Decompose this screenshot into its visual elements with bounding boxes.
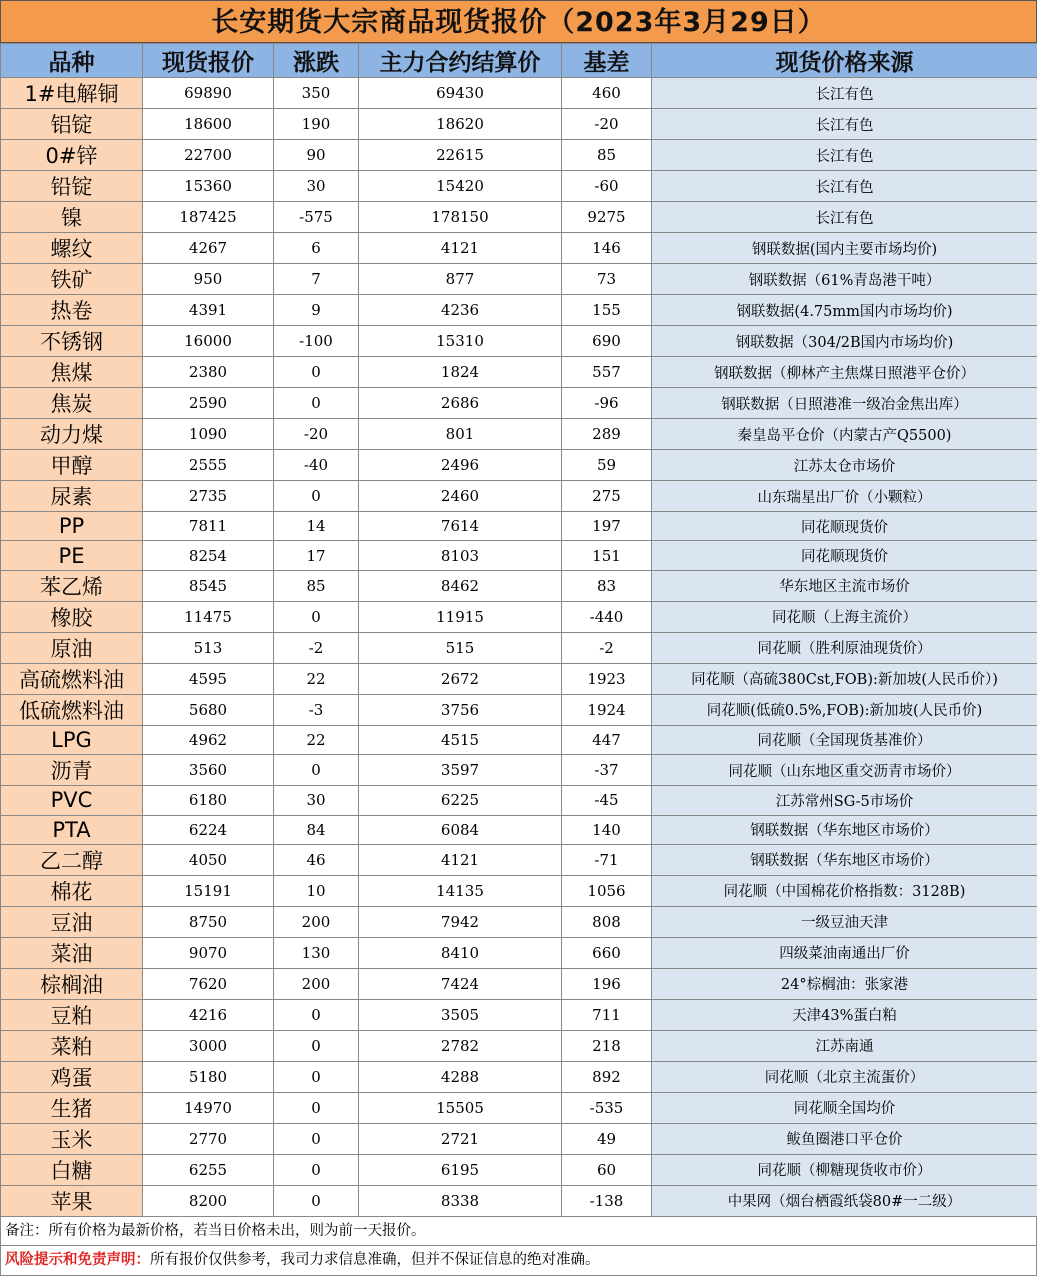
cell-source: 同花顺（上海主流价）: [652, 601, 1037, 632]
cell-variety: 豆油: [1, 906, 143, 937]
cell-change: 0: [274, 1030, 359, 1061]
cell-source: 同花顺现货价: [652, 512, 1037, 541]
cell-change: -2: [274, 632, 359, 663]
table-row: [1, 233, 1037, 264]
cell-change: 30: [274, 171, 359, 202]
cell-spot-price: 3560: [143, 755, 274, 786]
cell-change: 22: [274, 663, 359, 694]
cell-basis: 447: [562, 725, 652, 754]
cell-basis: 73: [562, 264, 652, 295]
cell-basis: -20: [562, 109, 652, 140]
cell-settlement: 15505: [359, 1092, 562, 1123]
cell-change: 7: [274, 264, 359, 295]
cell-source: 同花顺（胜利原油现货价）: [652, 632, 1037, 663]
cell-variety: LPG: [1, 725, 143, 754]
cell-variety: 镍: [1, 202, 143, 233]
cell-basis: -440: [562, 601, 652, 632]
cell-variety: 铁矿: [1, 264, 143, 295]
header-row: [1, 44, 1037, 78]
cell-change: 90: [274, 140, 359, 171]
cell-source: 一级豆油天津: [652, 906, 1037, 937]
cell-settlement: 2496: [359, 450, 562, 481]
cell-settlement: 18620: [359, 109, 562, 140]
cell-variety: PP: [1, 512, 143, 541]
table-row: [1, 512, 1037, 541]
cell-source: 钢联数据(国内主要市场均价): [652, 233, 1037, 264]
cell-change: 200: [274, 906, 359, 937]
table-row: [1, 906, 1037, 937]
cell-basis: 557: [562, 357, 652, 388]
cell-spot-price: 513: [143, 632, 274, 663]
cell-basis: 83: [562, 570, 652, 601]
cell-variety: 棕榈油: [1, 968, 143, 999]
cell-basis: 218: [562, 1030, 652, 1061]
cell-change: 85: [274, 570, 359, 601]
table-row: [1, 140, 1037, 171]
risk-text: 所有报价仅供参考，我司力求信息准确，但并不保证信息的绝对准确。: [150, 1252, 600, 1268]
cell-source: 长江有色: [652, 171, 1037, 202]
cell-change: -575: [274, 202, 359, 233]
cell-change: -100: [274, 326, 359, 357]
cell-spot-price: 3000: [143, 1030, 274, 1061]
cell-basis: 155: [562, 295, 652, 326]
cell-settlement: 2721: [359, 1123, 562, 1154]
table-row: [1, 202, 1037, 233]
cell-source: 山东瑞星出厂价（小颗粒）: [652, 481, 1037, 512]
cell-change: 190: [274, 109, 359, 140]
cell-settlement: 4236: [359, 295, 562, 326]
table-row: [1, 419, 1037, 450]
cell-settlement: 4515: [359, 725, 562, 754]
cell-variety: 0#锌: [1, 140, 143, 171]
cell-change: 0: [274, 601, 359, 632]
price-table: [0, 43, 1037, 1217]
table-row: [1, 264, 1037, 295]
cell-spot-price: 2735: [143, 481, 274, 512]
cell-settlement: 6195: [359, 1154, 562, 1185]
cell-spot-price: 8750: [143, 906, 274, 937]
cell-basis: 196: [562, 968, 652, 999]
table-row: [1, 295, 1037, 326]
cell-settlement: 3597: [359, 755, 562, 786]
cell-spot-price: 8200: [143, 1185, 274, 1216]
cell-source: 钢联数据（华东地区市场价）: [652, 844, 1037, 875]
cell-settlement: 4121: [359, 844, 562, 875]
cell-variety: 鸡蛋: [1, 1061, 143, 1092]
table-row: [1, 1185, 1037, 1216]
cell-variety: 铝锭: [1, 109, 143, 140]
header-basis: 基差: [562, 44, 652, 78]
cell-change: 22: [274, 725, 359, 754]
cell-variety: 原油: [1, 632, 143, 663]
cell-spot-price: 9070: [143, 937, 274, 968]
cell-variety: 焦炭: [1, 388, 143, 419]
cell-variety: 菜油: [1, 937, 143, 968]
cell-variety: 动力煤: [1, 419, 143, 450]
cell-spot-price: 8545: [143, 570, 274, 601]
cell-spot-price: 6224: [143, 815, 274, 844]
table-row: [1, 357, 1037, 388]
table-row: [1, 663, 1037, 694]
cell-basis: -535: [562, 1092, 652, 1123]
cell-settlement: 7942: [359, 906, 562, 937]
cell-spot-price: 7811: [143, 512, 274, 541]
cell-variety: 甲醇: [1, 450, 143, 481]
cell-spot-price: 5680: [143, 694, 274, 725]
table-row: [1, 1123, 1037, 1154]
table-row: [1, 875, 1037, 906]
table-row: [1, 1092, 1037, 1123]
cell-spot-price: 4216: [143, 999, 274, 1030]
cell-source: 同花顺（中国棉花价格指数：3128B): [652, 875, 1037, 906]
cell-spot-price: 11475: [143, 601, 274, 632]
cell-source: 同花顺（北京主流蛋价）: [652, 1061, 1037, 1092]
cell-change: -40: [274, 450, 359, 481]
header-change: 涨跌: [274, 44, 359, 78]
cell-change: 350: [274, 78, 359, 109]
table-row: [1, 601, 1037, 632]
cell-spot-price: 950: [143, 264, 274, 295]
cell-change: 0: [274, 388, 359, 419]
cell-source: 天津43%蛋白粕: [652, 999, 1037, 1030]
cell-spot-price: 8254: [143, 541, 274, 570]
cell-settlement: 4288: [359, 1061, 562, 1092]
cell-basis: -71: [562, 844, 652, 875]
cell-variety: 低硫燃料油: [1, 694, 143, 725]
cell-spot-price: 18600: [143, 109, 274, 140]
cell-variety: 热卷: [1, 295, 143, 326]
cell-basis: 808: [562, 906, 652, 937]
cell-spot-price: 16000: [143, 326, 274, 357]
cell-spot-price: 4267: [143, 233, 274, 264]
cell-settlement: 2460: [359, 481, 562, 512]
table-row: [1, 109, 1037, 140]
cell-spot-price: 1090: [143, 419, 274, 450]
cell-variety: 焦煤: [1, 357, 143, 388]
cell-variety: PE: [1, 541, 143, 570]
cell-variety: 苯乙烯: [1, 570, 143, 601]
header-variety: 品种: [1, 44, 143, 78]
cell-variety: 生猪: [1, 1092, 143, 1123]
cell-settlement: 8410: [359, 937, 562, 968]
cell-basis: 711: [562, 999, 652, 1030]
cell-variety: 橡胶: [1, 601, 143, 632]
cell-variety: PVC: [1, 786, 143, 815]
cell-source: 长江有色: [652, 78, 1037, 109]
cell-spot-price: 187425: [143, 202, 274, 233]
cell-change: 10: [274, 875, 359, 906]
cell-source: 同花顺（山东地区重交沥青市场价）: [652, 755, 1037, 786]
cell-variety: 螺纹: [1, 233, 143, 264]
cell-settlement: 178150: [359, 202, 562, 233]
table-row: [1, 78, 1037, 109]
cell-source: 中果网（烟台栖霞纸袋80#一二级）: [652, 1185, 1037, 1216]
cell-spot-price: 4391: [143, 295, 274, 326]
table-row: [1, 541, 1037, 570]
cell-settlement: 801: [359, 419, 562, 450]
cell-basis: -138: [562, 1185, 652, 1216]
cell-basis: -96: [562, 388, 652, 419]
table-row: [1, 968, 1037, 999]
table-row: [1, 388, 1037, 419]
cell-settlement: 7614: [359, 512, 562, 541]
cell-spot-price: 22700: [143, 140, 274, 171]
table-row: [1, 786, 1037, 815]
header-settlement: 主力合约结算价: [359, 44, 562, 78]
cell-change: 0: [274, 1154, 359, 1185]
cell-basis: 60: [562, 1154, 652, 1185]
cell-change: 0: [274, 1061, 359, 1092]
cell-spot-price: 14970: [143, 1092, 274, 1123]
risk-label: 风险提示和免责声明：: [5, 1252, 150, 1268]
cell-variety: 沥青: [1, 755, 143, 786]
cell-variety: PTA: [1, 815, 143, 844]
cell-source: 长江有色: [652, 140, 1037, 171]
cell-settlement: 3756: [359, 694, 562, 725]
cell-change: -20: [274, 419, 359, 450]
cell-change: 0: [274, 1185, 359, 1216]
cell-spot-price: 7620: [143, 968, 274, 999]
cell-source: 同花顺（全国现货基准价）: [652, 725, 1037, 754]
cell-source: 24°棕榈油：张家港: [652, 968, 1037, 999]
cell-source: 钢联数据（304/2B国内市场均价): [652, 326, 1037, 357]
cell-change: 0: [274, 755, 359, 786]
cell-basis: 9275: [562, 202, 652, 233]
table-row: [1, 815, 1037, 844]
cell-settlement: 2686: [359, 388, 562, 419]
cell-source: 长江有色: [652, 202, 1037, 233]
cell-change: 0: [274, 481, 359, 512]
table-row: [1, 1154, 1037, 1185]
cell-settlement: 2782: [359, 1030, 562, 1061]
cell-source: 钢联数据（61%青岛港干吨）: [652, 264, 1037, 295]
cell-settlement: 15310: [359, 326, 562, 357]
cell-source: 钢联数据（华东地区市场价）: [652, 815, 1037, 844]
cell-change: 84: [274, 815, 359, 844]
cell-variety: 菜粕: [1, 1030, 143, 1061]
cell-spot-price: 2590: [143, 388, 274, 419]
cell-settlement: 2672: [359, 663, 562, 694]
cell-source: 同花顺（柳糖现货收市价）: [652, 1154, 1037, 1185]
cell-spot-price: 15191: [143, 875, 274, 906]
risk-disclaimer: [1, 1246, 1036, 1275]
cell-settlement: 515: [359, 632, 562, 663]
cell-basis: 275: [562, 481, 652, 512]
cell-source: 长江有色: [652, 109, 1037, 140]
cell-source: 秦皇岛平仓价（内蒙古产Q5500): [652, 419, 1037, 450]
cell-settlement: 69430: [359, 78, 562, 109]
cell-change: 46: [274, 844, 359, 875]
cell-basis: 140: [562, 815, 652, 844]
cell-change: 17: [274, 541, 359, 570]
cell-source: 钢联数据(4.75mm国内市场均价): [652, 295, 1037, 326]
cell-change: 30: [274, 786, 359, 815]
header-spot-price: 现货报价: [143, 44, 274, 78]
cell-settlement: 8103: [359, 541, 562, 570]
cell-source: 鲅鱼圈港口平仓价: [652, 1123, 1037, 1154]
cell-change: 9: [274, 295, 359, 326]
table-row: [1, 725, 1037, 754]
cell-basis: 146: [562, 233, 652, 264]
cell-spot-price: 4962: [143, 725, 274, 754]
cell-basis: 1924: [562, 694, 652, 725]
cell-change: 130: [274, 937, 359, 968]
cell-variety: 苹果: [1, 1185, 143, 1216]
cell-spot-price: 6180: [143, 786, 274, 815]
cell-source: 江苏常州SG-5市场价: [652, 786, 1037, 815]
cell-variety: 豆粕: [1, 999, 143, 1030]
cell-basis: 197: [562, 512, 652, 541]
table-row: [1, 755, 1037, 786]
cell-settlement: 6225: [359, 786, 562, 815]
cell-settlement: 22615: [359, 140, 562, 171]
cell-spot-price: 5180: [143, 1061, 274, 1092]
cell-settlement: 7424: [359, 968, 562, 999]
cell-settlement: 15420: [359, 171, 562, 202]
cell-change: -3: [274, 694, 359, 725]
cell-basis: 151: [562, 541, 652, 570]
cell-basis: 49: [562, 1123, 652, 1154]
cell-spot-price: 4050: [143, 844, 274, 875]
cell-change: 0: [274, 1123, 359, 1154]
cell-source: 同花顺全国均价: [652, 1092, 1037, 1123]
cell-change: 200: [274, 968, 359, 999]
table-row: [1, 481, 1037, 512]
cell-variety: 铅锭: [1, 171, 143, 202]
cell-basis: 460: [562, 78, 652, 109]
cell-basis: -2: [562, 632, 652, 663]
cell-variety: 尿素: [1, 481, 143, 512]
cell-change: 0: [274, 357, 359, 388]
cell-source: 江苏太仓市场价: [652, 450, 1037, 481]
cell-spot-price: 69890: [143, 78, 274, 109]
cell-spot-price: 2380: [143, 357, 274, 388]
cell-source: 同花顺现货价: [652, 541, 1037, 570]
table-row: [1, 632, 1037, 663]
table-body: [1, 78, 1037, 1217]
cell-spot-price: 2770: [143, 1123, 274, 1154]
cell-change: 6: [274, 233, 359, 264]
cell-source: 江苏南通: [652, 1030, 1037, 1061]
page-title: 长安期货大宗商品现货报价（2023年3月29日）: [0, 0, 1037, 43]
table-row: [1, 171, 1037, 202]
table-row: [1, 1030, 1037, 1061]
cell-basis: 892: [562, 1061, 652, 1092]
cell-variety: 高硫燃料油: [1, 663, 143, 694]
table-row: [1, 450, 1037, 481]
cell-settlement: 11915: [359, 601, 562, 632]
cell-spot-price: 2555: [143, 450, 274, 481]
cell-change: 0: [274, 999, 359, 1030]
cell-basis: -45: [562, 786, 652, 815]
table-row: [1, 999, 1037, 1030]
cell-spot-price: 6255: [143, 1154, 274, 1185]
table-row: [1, 1061, 1037, 1092]
cell-basis: 59: [562, 450, 652, 481]
cell-settlement: 6084: [359, 815, 562, 844]
cell-settlement: 877: [359, 264, 562, 295]
cell-spot-price: 15360: [143, 171, 274, 202]
cell-source: 华东地区主流市场价: [652, 570, 1037, 601]
cell-source: 四级菜油南通出厂价: [652, 937, 1037, 968]
cell-basis: -60: [562, 171, 652, 202]
remark-note: 备注：所有价格为最新价格，若当日价格未出，则为前一天报价。: [1, 1217, 1036, 1246]
cell-settlement: 8338: [359, 1185, 562, 1216]
cell-settlement: 1824: [359, 357, 562, 388]
footer-notes: [0, 1217, 1037, 1276]
cell-variety: 玉米: [1, 1123, 143, 1154]
cell-settlement: 8462: [359, 570, 562, 601]
cell-variety: 白糖: [1, 1154, 143, 1185]
cell-variety: 棉花: [1, 875, 143, 906]
cell-basis: 690: [562, 326, 652, 357]
cell-change: 0: [274, 1092, 359, 1123]
cell-basis: 85: [562, 140, 652, 171]
cell-variety: 1#电解铜: [1, 78, 143, 109]
cell-settlement: 14135: [359, 875, 562, 906]
header-source: 现货价格来源: [652, 44, 1037, 78]
cell-basis: 660: [562, 937, 652, 968]
cell-change: 14: [274, 512, 359, 541]
cell-settlement: 3505: [359, 999, 562, 1030]
cell-source: 钢联数据（柳林产主焦煤日照港平仓价）: [652, 357, 1037, 388]
table-row: [1, 844, 1037, 875]
cell-basis: 1056: [562, 875, 652, 906]
cell-spot-price: 4595: [143, 663, 274, 694]
cell-source: 钢联数据（日照港准一级冶金焦出库）: [652, 388, 1037, 419]
cell-source: 同花顺(低硫0.5%,FOB):新加坡(人民币价): [652, 694, 1037, 725]
cell-source: 同花顺（高硫380Cst,FOB):新加坡(人民币价）): [652, 663, 1037, 694]
cell-variety: 不锈钢: [1, 326, 143, 357]
cell-settlement: 4121: [359, 233, 562, 264]
cell-variety: 乙二醇: [1, 844, 143, 875]
table-row: [1, 326, 1037, 357]
cell-basis: 289: [562, 419, 652, 450]
table-row: [1, 570, 1037, 601]
cell-basis: -37: [562, 755, 652, 786]
table-row: [1, 937, 1037, 968]
cell-basis: 1923: [562, 663, 652, 694]
table-row: [1, 694, 1037, 725]
